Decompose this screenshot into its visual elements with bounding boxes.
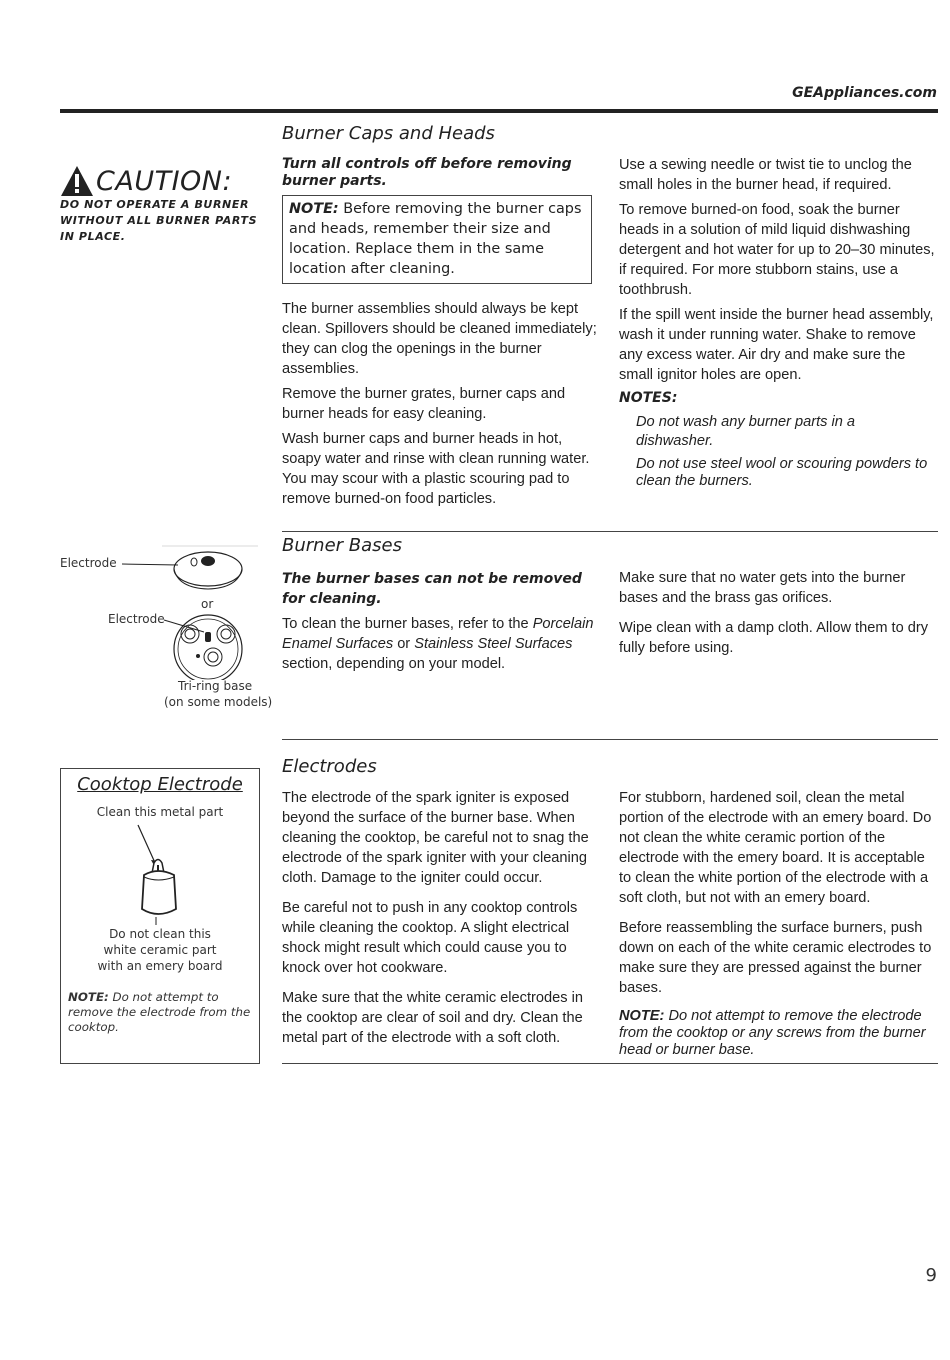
text-run: Stainless Steel Surfaces — [414, 636, 573, 652]
burner-base-tri-ring — [174, 615, 242, 680]
section-title-electrodes: Electrodes — [282, 756, 377, 777]
section-divider — [282, 1063, 938, 1064]
electrodes-right-column — [619, 788, 939, 1064]
paragraph: Wipe clean with a damp cloth. Allow them to dry fully before using. — [619, 620, 929, 656]
note-text: Do not attempt to remove the electrode from the cooktop or any screws from the burner head or burner base. — [619, 1008, 926, 1058]
site-url: GEAppliances.com — [792, 85, 937, 101]
paragraph: Wash burner caps and burner heads in hot, soapy water and rinse with clean running water. You may scour with a plastic scouring pad to remove burned-on food particles. — [282, 431, 590, 507]
note-text: Before removing the burner caps and heads, remember their size and location. Replace them in the same location after cleaning. — [289, 201, 582, 277]
note-text: Do not attempt to remove the electrode from the cooktop. — [68, 990, 251, 1034]
clean-label: Clean this metal part — [96, 805, 224, 819]
caution-block — [60, 165, 260, 245]
paragraph: Make sure that no water gets into the burner bases and the brass gas orifices. — [619, 570, 906, 606]
notes-list — [636, 413, 935, 490]
dont-clean-label — [61, 926, 259, 974]
electrodes-left-column — [282, 788, 602, 1053]
note-label: NOTE: — [68, 990, 109, 1004]
bases-right-column — [619, 568, 935, 663]
paragraph: The burner assemblies should always be kept clean. Spillovers should be cleaned immediately; they can clog the openings in the burner assemblies. — [282, 301, 597, 377]
caution-line: DO NOT OPERATE A BURNER — [60, 198, 250, 211]
section-divider — [282, 531, 938, 532]
caution-word: CAUTION: — [96, 166, 233, 197]
or-label: or — [201, 597, 214, 611]
section-divider — [282, 739, 938, 740]
electrode-label-1: Electrode — [60, 556, 117, 570]
section-title-caps: Burner Caps and Heads — [282, 123, 495, 144]
paragraph: Remove the burner grates, burner caps and burner heads for easy cleaning. — [282, 386, 566, 422]
caps-note-box — [282, 195, 592, 284]
electrodes-note — [619, 1008, 939, 1059]
note-label: NOTE: — [289, 201, 339, 217]
bases-left-column — [282, 569, 598, 679]
label-line: with an emery board — [97, 959, 223, 973]
figure-caption: Tri-ring base — [178, 679, 253, 693]
paragraph: Make sure that the white ceramic electrodes in the cooktop are clear of soil and dry. Clean the metal part of the electrode with a soft cloth. — [282, 990, 583, 1046]
electrode-label-2: Electrode — [108, 612, 165, 626]
note-label: NOTE: — [619, 1008, 665, 1024]
caps-lead: Turn all controls off before removing burner parts. — [282, 156, 572, 189]
section-title-bases: Burner Bases — [282, 535, 402, 556]
text-run: section, depending on your model. — [282, 656, 506, 672]
paragraph: For stubborn, hardened soil, clean the metal portion of the electrode with an emery board. Do not clean the white ceramic portion of the electrode with the emery board. It is acceptable to clean the white portion of the electrode with a soft cloth, but not with an emery board. — [619, 790, 932, 906]
paragraph: To remove burned-on food, soak the burner heads in a solution of mild liquid dishwashing detergent and hot water for up to 20–30 minutes, if required. For more stubborn stains, use a toothbrush. — [619, 202, 935, 298]
paragraph: Before reassembling the surface burners, push down on each of the white ceramic electrodes to make sure they are pressed against the burner bases. — [619, 920, 932, 996]
burner-base-illustration — [118, 540, 263, 680]
text-run: or — [393, 636, 415, 652]
paragraph: Be careful not to push in any cooktop controls while cleaning the cooktop. A slight electrical shock might result which could cause you to knock over hot cookware. — [282, 900, 578, 976]
electrode-illustration — [120, 823, 200, 925]
caution-line: IN PLACE. — [60, 230, 126, 243]
note-item: Do not wash any burner parts in a dishwasher. — [636, 414, 856, 449]
warning-icon — [60, 165, 94, 197]
paragraph: Use a sewing needle or twist tie to unclog the small holes in the burner head, if required. — [619, 157, 912, 193]
label-line: white ceramic part — [103, 943, 217, 957]
caps-right-column — [619, 155, 935, 495]
notes-label: NOTES: — [619, 390, 678, 406]
page-number: 9 — [925, 1265, 937, 1286]
figure-caption: (on some models) — [164, 695, 273, 709]
bases-lead: The burner bases can not be removed for cleaning. — [282, 571, 582, 607]
paragraph: The electrode of the spark igniter is exposed beyond the surface of the burner base. When cleaning the cooktop, be careful not to snag the electrode of the spark igniter with your cleaning cloth. Damage to the igniter could occur. — [282, 790, 589, 886]
text-run: Porcelain Enamel Surfaces — [282, 616, 594, 652]
paragraph: If the spill went inside the burner head assembly, wash it under running water. Shake to remove any excess water. Air dry and make sure the small ignitor holes are open. — [619, 307, 934, 383]
box-note — [68, 990, 252, 1035]
caution-line: WITHOUT ALL BURNER PARTS — [60, 214, 258, 227]
box-title: Cooktop Electrode — [77, 774, 243, 795]
paragraph — [282, 614, 598, 674]
header-rule — [60, 109, 938, 113]
text-run: To clean the burner bases, refer to the — [282, 616, 533, 632]
cooktop-electrode-box — [60, 768, 260, 1064]
label-line: Do not clean this — [109, 927, 211, 941]
note-item: Do not use steel wool or scouring powders to clean the burners. — [636, 456, 928, 489]
caps-left-column — [282, 156, 598, 514]
